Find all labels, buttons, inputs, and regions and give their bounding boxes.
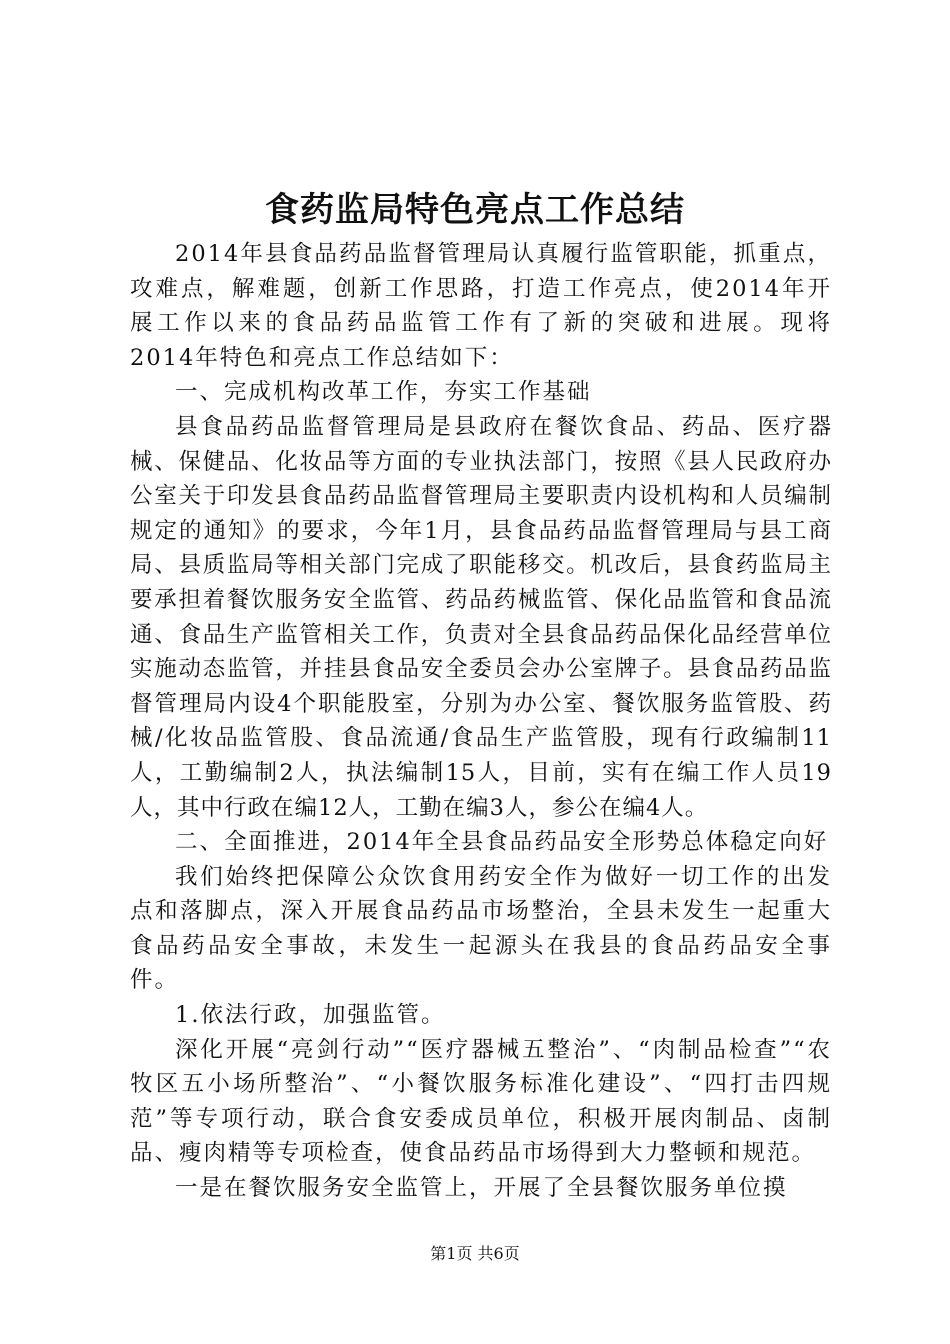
document-body [130, 237, 832, 1206]
document-title: 食药监局特色亮点工作总结 [265, 190, 685, 230]
section-2-paragraph: 我们始终把保障公众饮食用药安全作为做好一切工作的出发点和落脚点，深入开展食品药品市场整治，全县未发生一起重大食品药品安全事故，未发生一起源头在我县的食品药品安全事件。 [130, 863, 832, 994]
section-1-paragraph: 县食品药品监督管理局是县政府在餐饮食品、药品、医疗器械、保健品、化妆品等方面的专业执法部门，按照《县人民政府办公室关于印发县食品药品监督管理局主要职责内设机构和人员编制规定的通知》的要求，今年1月，县食品药品监督管理局与县工商局、县质监局等相关部门完成了职能移交。机改后，县食药监局主要承担着餐饮服务安全监管、药品药械监管、保化品监管和食品流通、食品生产监管相关工作，负责对全县食品药品保化品经营单位实施动态监管，并挂县食品安全委员会办公室牌子。县食品药品监督管理局内设4个职能股室，分别为办公室、餐饮服务监管股、药械/化妆品监管股、食品流通/食品生产监管股，现有行政编制11人，工勤编制2人，执法编制15人，目前，实有在编工作人员19人，其中行政在编12人，工勤在编3人，参公在编4人。 [130, 413, 832, 821]
page-footer: 第1页 共6页 [430, 1244, 520, 1263]
subsection-1-item-1: 一是在餐饮服务安全监管上，开展了全县餐饮服务单位摸 [175, 1175, 788, 1202]
intro-paragraph: 2014年县食品药品监督管理局认真履行监管职能，抓重点，攻难点，解难题，创新工作思路，打造工作亮点，使2014年开展工作以来的食品药品监管工作有了新的突破和进展。现将2014年特色和亮点工作总结如下： [130, 241, 832, 371]
section-heading-2: 二、全面推进，2014年全县食品药品安全形势总体稳定向好 [175, 829, 829, 856]
section-heading-1: 一、完成机构改革工作，夯实工作基础 [175, 379, 592, 406]
subsection-1-paragraph: 深化开展“亮剑行动”“医疗器械五整治”、“肉制品检查”“农牧区五小场所整治”、“小餐饮服务标准化建设”、“四打击四规范”等专项行动，联合食安委成员单位，积极开展肉制品、卤制品、瘦肉精等专项检查，使食品药品市场得到大力整顿和规范。 [130, 1036, 832, 1167]
subsection-heading-1: 1.依法行政，加强监管。 [175, 1002, 446, 1029]
